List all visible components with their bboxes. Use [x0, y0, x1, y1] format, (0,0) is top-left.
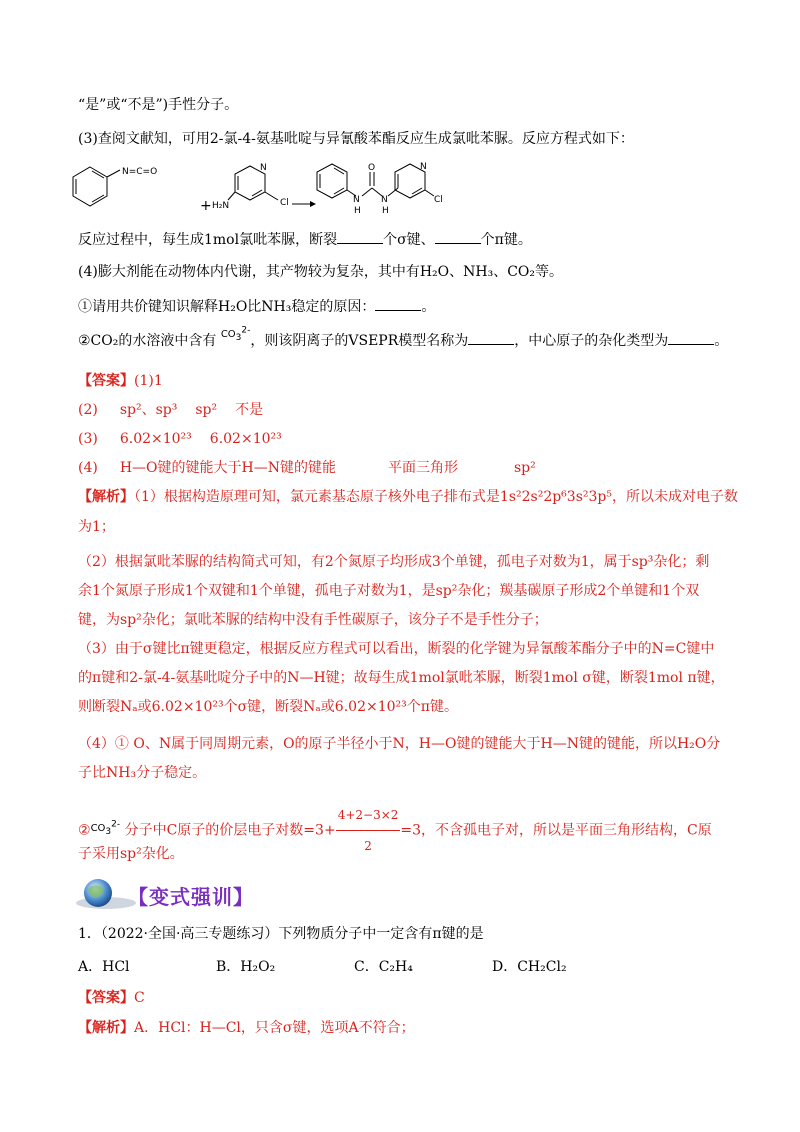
carbonate-ion: $CO_3^{2-}$	[220, 325, 251, 343]
blank-pi	[435, 229, 481, 244]
question-4-1: ①请用共价键知识解释H₂O比NH₃稳定的原因： 。	[78, 296, 740, 317]
analysis-4b: 子比NH₃分子稳定。	[78, 765, 207, 781]
analysis-1a: 【解析】（1）根据构造原理可知，氯元素基态原子核外电子排布式是1s²2s²2p⁶3s²3p⁵，所以未成对电子数	[78, 489, 738, 505]
option-c[interactable]: C．C₂H₄	[354, 959, 413, 975]
option-d[interactable]: D．CH₂Cl₂	[492, 959, 567, 975]
cl-text-1: Cl	[280, 198, 289, 208]
question-intro: “是”或“不是”)手性分子。	[78, 97, 239, 113]
h2n-text: H₂N	[212, 201, 230, 211]
practice-answer: 【答案】C	[78, 990, 145, 1006]
option-a[interactable]: A．HCl	[78, 959, 130, 975]
product-o: O	[368, 163, 376, 173]
practice-question-1: 1．（2022·全国·高三专题练习）下列物质分子中一定含有π键的是	[78, 926, 484, 942]
banner-title: 【变式强训】	[128, 885, 254, 909]
analysis-3c: 则断裂Nₐ或6.02×10²³个σ键，断裂Nₐ或6.02×10²³个π键。	[78, 699, 458, 715]
analysis-4c: $②CO_3^{2-}$ 分子中C原子的价层电子对数=3+ $\frac{4+2-3\times 2}{2}$ =3，不含孤电子对，所以是平面三角形结构，C原	[78, 800, 740, 861]
question-4-2: ②CO₂的水溶液中含有 $CO_3^{2-}$，则该阴离子的VSEPR模型名称为 ，中心原子的杂化类型为 。	[78, 325, 729, 349]
benzene-ring-1	[73, 167, 107, 206]
pyridine-n-1: N	[260, 163, 267, 173]
section-banner	[76, 873, 286, 913]
cl-text-2: Cl	[434, 195, 443, 205]
analysis-2b: 余1个氮原子形成1个双键和1个单键，孤电子对数为1，是sp²杂化；羰基碳原子形成2个单键和1个双	[78, 583, 700, 599]
product-n-2: N	[381, 195, 388, 205]
analysis-1b: 为1；	[78, 519, 115, 535]
question-3-ask: 反应过程中，每生成1mol氯吡苯脲，断裂 个σ键、 个π键。	[78, 229, 740, 250]
answer-line-1: 【答案】(1)1	[78, 373, 163, 389]
product-h-2: H	[382, 206, 389, 216]
blank-hybrid	[668, 330, 714, 345]
carbonate-ion-2: $CO_3^{2-}$	[90, 819, 121, 837]
blank-sigma	[337, 229, 383, 244]
blank-reason	[375, 296, 421, 311]
question-3: (3)查阅文献知，可用2-氯-4-氨基吡啶与异氰酸苯酯反应生成氯吡苯脲。反应方程式如下：	[78, 131, 634, 147]
product-n-1: N	[353, 195, 360, 205]
options-row	[78, 956, 738, 976]
analysis-3a: （3）由于σ键比π键更稳定，根据反应方程式可以看出，断裂的化学键为异氰酸苯酯分子中的N=C键中	[78, 641, 715, 657]
globe-icon	[76, 873, 136, 913]
option-b[interactable]: B．H₂O₂	[216, 959, 276, 975]
analysis-4a: （4）① O、N属于同周期元素，O的原子半径小于N，H—O键的键能大于H—N键的键能，所以H₂O分	[78, 736, 721, 752]
practice-analysis: 【解析】A．HCl：H—Cl，只含σ键，选项A不符合；	[78, 1020, 415, 1036]
analysis-4d: 子采用sp²杂化。	[78, 846, 184, 862]
fraction: $\frac{4+2-3\times 2}{2}$	[336, 800, 401, 861]
pyridine-ring-1	[228, 166, 278, 200]
answer-line-3: (3) 6.02×10²³ 6.02×10²³	[78, 431, 282, 447]
answer-line-4: (4) H—O键的键能大于H—N键的键能 平面三角形 sp²	[78, 460, 536, 476]
analysis-2c: 键，为sp²杂化；氯吡苯脲的结构中没有手性碳原子，该分子不是手性分子；	[78, 612, 548, 628]
product-h-1: H	[354, 206, 361, 216]
pyridine-n-2: N	[420, 162, 427, 172]
nco-text: N=C=O	[122, 167, 158, 177]
question-4: (4)膨大剂能在动物体内代谢，其产物较为复杂，其中有H₂O、NH₃、CO₂等。	[78, 264, 564, 280]
analysis-3b: 的π键和2-氯-4-氨基吡啶分子中的N—H键；故每生成1mol氯吡苯脲，断裂1mol σ键，断裂1mol π键，	[78, 670, 725, 686]
analysis-2a: （2）根据氯吡苯脲的结构简式可知，有2个氮原子均形成3个单键，孤电子对数为1，属于sp³杂化；剩	[78, 554, 710, 570]
benzene-ring-2	[317, 164, 434, 198]
answer-line-2: (2) sp²、sp³ sp² 不是	[78, 402, 264, 418]
reaction-equation	[70, 160, 470, 220]
blank-vsepr	[468, 330, 514, 345]
plus-sign: +	[200, 198, 212, 214]
